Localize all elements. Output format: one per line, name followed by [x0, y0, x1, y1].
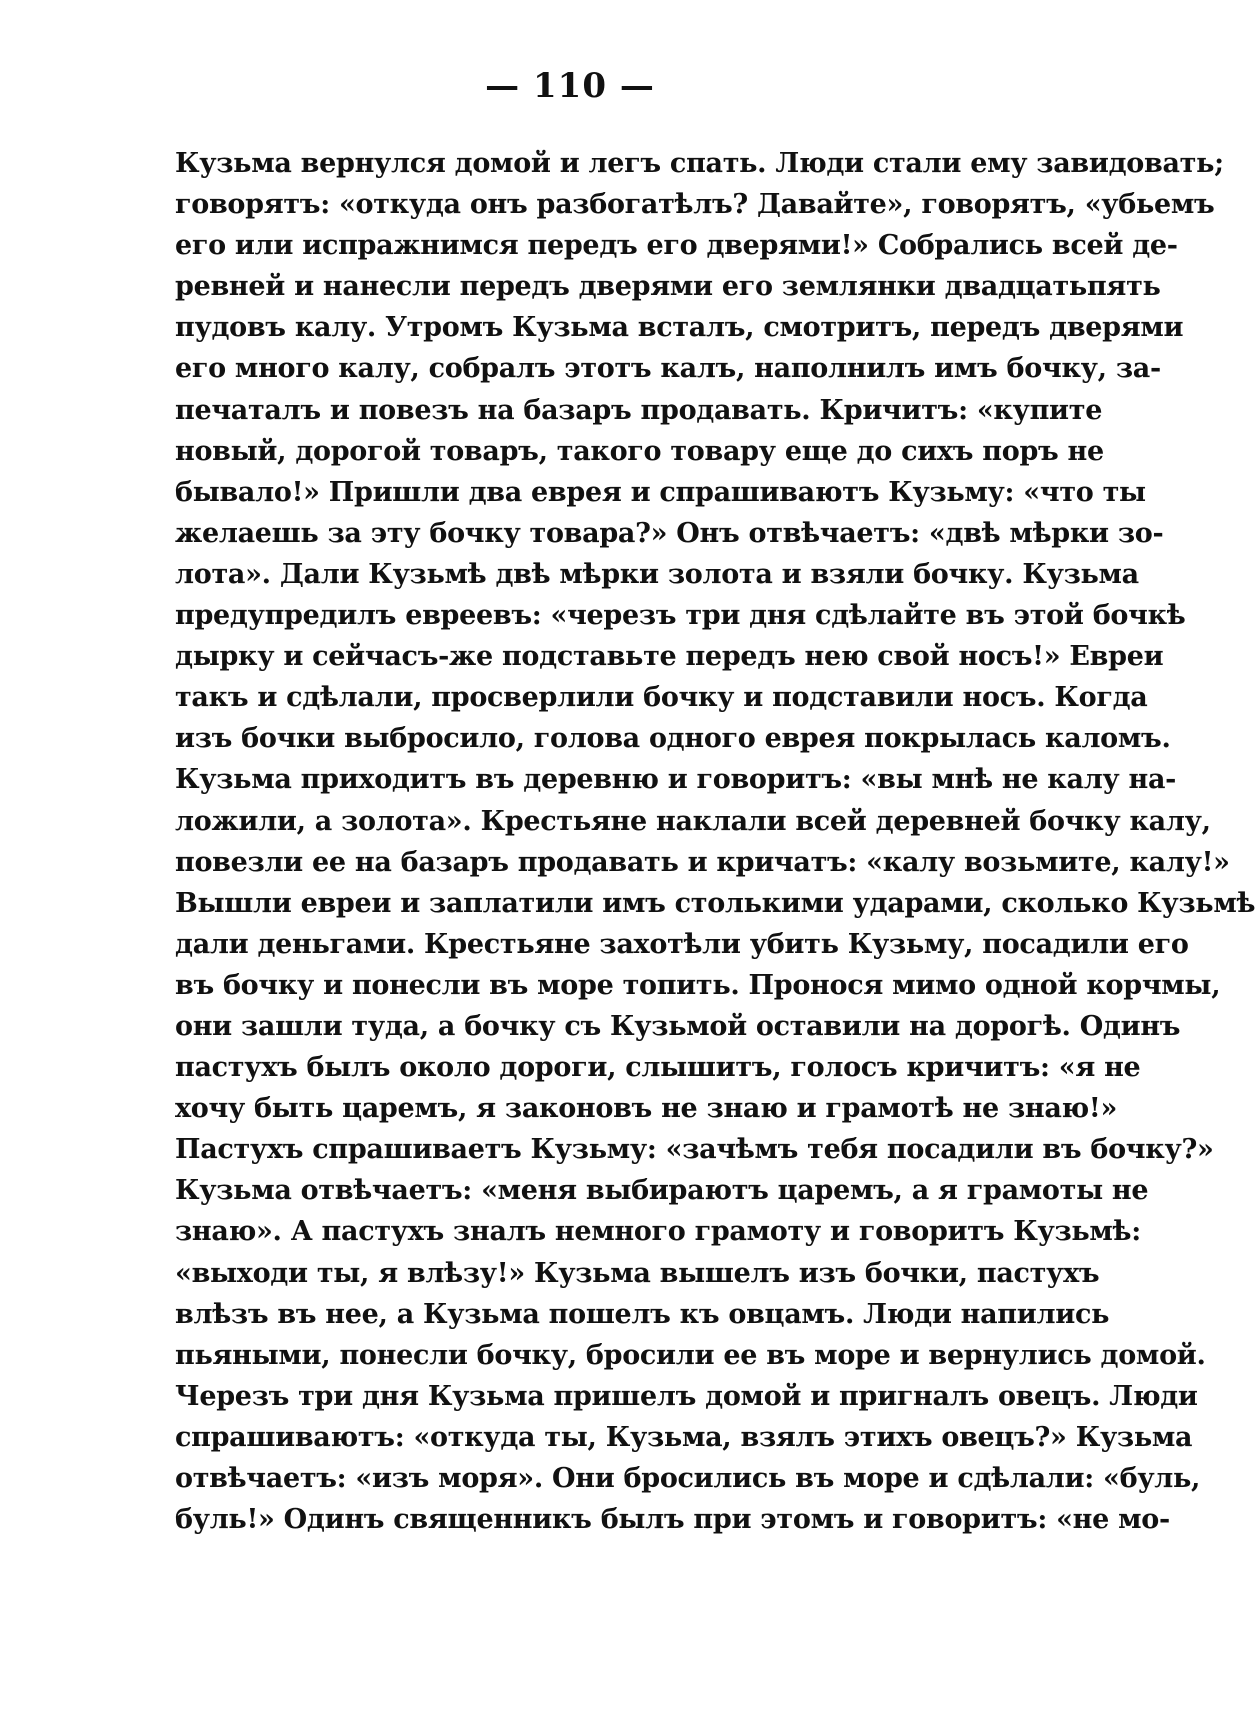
text-line: говорятъ: «откуда онъ разбогатѣлъ? Давайте», говорятъ, «убьемъ — [175, 189, 1215, 221]
text-line: его или испражнимся передъ его дверями!» Собрались всей де- — [175, 230, 1178, 262]
text-line: знаю». А пастухъ зналъ немного грамоту и говоритъ Кузьмѣ: — [175, 1216, 1141, 1248]
text-line: влѣзъ въ нее, а Кузьма пошелъ къ овцамъ. Люди напились — [175, 1298, 1110, 1330]
text-line: Вышли евреи и заплатили имъ столькими ударами, сколько Кузьмѣ — [175, 887, 1255, 919]
text-line: новый, дорогой товаръ, такого товару еще до сихъ поръ не — [175, 435, 1104, 467]
text-line: повезли ее на базаръ продавать и кричатъ: «калу возьмите, калу!» — [175, 846, 1230, 878]
text-line: «выходи ты, я влѣзу!» Кузьма вышелъ изъ бочки, пастухъ — [175, 1257, 1100, 1289]
text-line: его много калу, собралъ этотъ калъ, наполнилъ имъ бочку, за- — [175, 353, 1161, 385]
text-line: буль!» Одинъ священникъ былъ при этомъ и говоритъ: «не мо- — [175, 1504, 1170, 1536]
text-line: отвѣчаетъ: «изъ моря». Они бросились въ море и сдѣлали: «буль, — [175, 1463, 1201, 1494]
text-line: бывало!» Пришли два еврея и спрашиваютъ Кузьму: «что ты — [175, 476, 1146, 508]
text-line: Черезъ три дня Кузьма пришелъ домой и пригналъ овецъ. Люди — [175, 1380, 1198, 1412]
text-line: въ бочку и понесли въ море топить. Пронося мимо одной корчмы, — [175, 969, 1221, 1001]
text-line: Кузьма вернулся домой и легъ спать. Люди стали ему завидовать; — [175, 148, 1224, 179]
body-text — [175, 143, 1255, 1540]
text-line: такъ и сдѣлали, просверлили бочку и подставили носъ. Когда — [175, 682, 1148, 714]
text-line: пудовъ калу. Утромъ Кузьма всталъ, смотритъ, передъ дверями — [175, 312, 1184, 344]
text-line: дырку и сейчасъ-же подставьте передъ нею свой носъ!» Евреи — [175, 641, 1164, 673]
text-line: лота». Дали Кузьмѣ двѣ мѣрки золота и взяли бочку. Кузьма — [175, 558, 1139, 590]
text-line: они зашли туда, а бочку съ Кузьмой оставили на дорогѣ. Одинъ — [175, 1010, 1181, 1042]
text-line: изъ бочки выбросило, голова одного еврея покрылась каломъ. — [175, 723, 1171, 755]
text-line: ложили, а золота». Крестьяне наклали всей деревней бочку калу, — [175, 805, 1211, 837]
text-line: пастухъ былъ около дороги, слышитъ, голосъ кричитъ: «я не — [175, 1052, 1141, 1084]
text-line: спрашиваютъ: «откуда ты, Кузьма, взялъ этихъ овецъ?» Кузьма — [175, 1421, 1193, 1453]
page-number: — 110 — — [485, 66, 655, 106]
text-line: дали деньгами. Крестьяне захотѣли убить Кузьму, посадили его — [175, 928, 1189, 960]
text-line: ревней и нанесли передъ дверями его землянки двадцатьпять — [175, 271, 1161, 303]
text-line: Кузьма приходитъ въ деревню и говоритъ: «вы мнѣ не калу на- — [175, 764, 1177, 796]
text-line: печаталъ и повезъ на базаръ продавать. Кричитъ: «купите — [175, 394, 1103, 426]
text-line: предупредилъ евреевъ: «черезъ три дня сдѣлайте въ этой бочкѣ — [175, 600, 1186, 632]
text-line: желаешь за эту бочку товара?» Онъ отвѣчаетъ: «двѣ мѣрки зо- — [175, 517, 1164, 549]
text-line: Кузьма отвѣчаетъ: «меня выбираютъ царемъ, а я грамоты не — [175, 1175, 1149, 1207]
text-line: Пастухъ спрашиваетъ Кузьму: «зачѣмъ тебя посадили въ бочку?» — [175, 1134, 1214, 1166]
text-line: пьяными, понесли бочку, бросили ее въ море и вернулись домой. — [175, 1339, 1206, 1371]
text-line: хочу быть царемъ, я законовъ не знаю и грамотѣ не знаю!» — [175, 1093, 1118, 1125]
